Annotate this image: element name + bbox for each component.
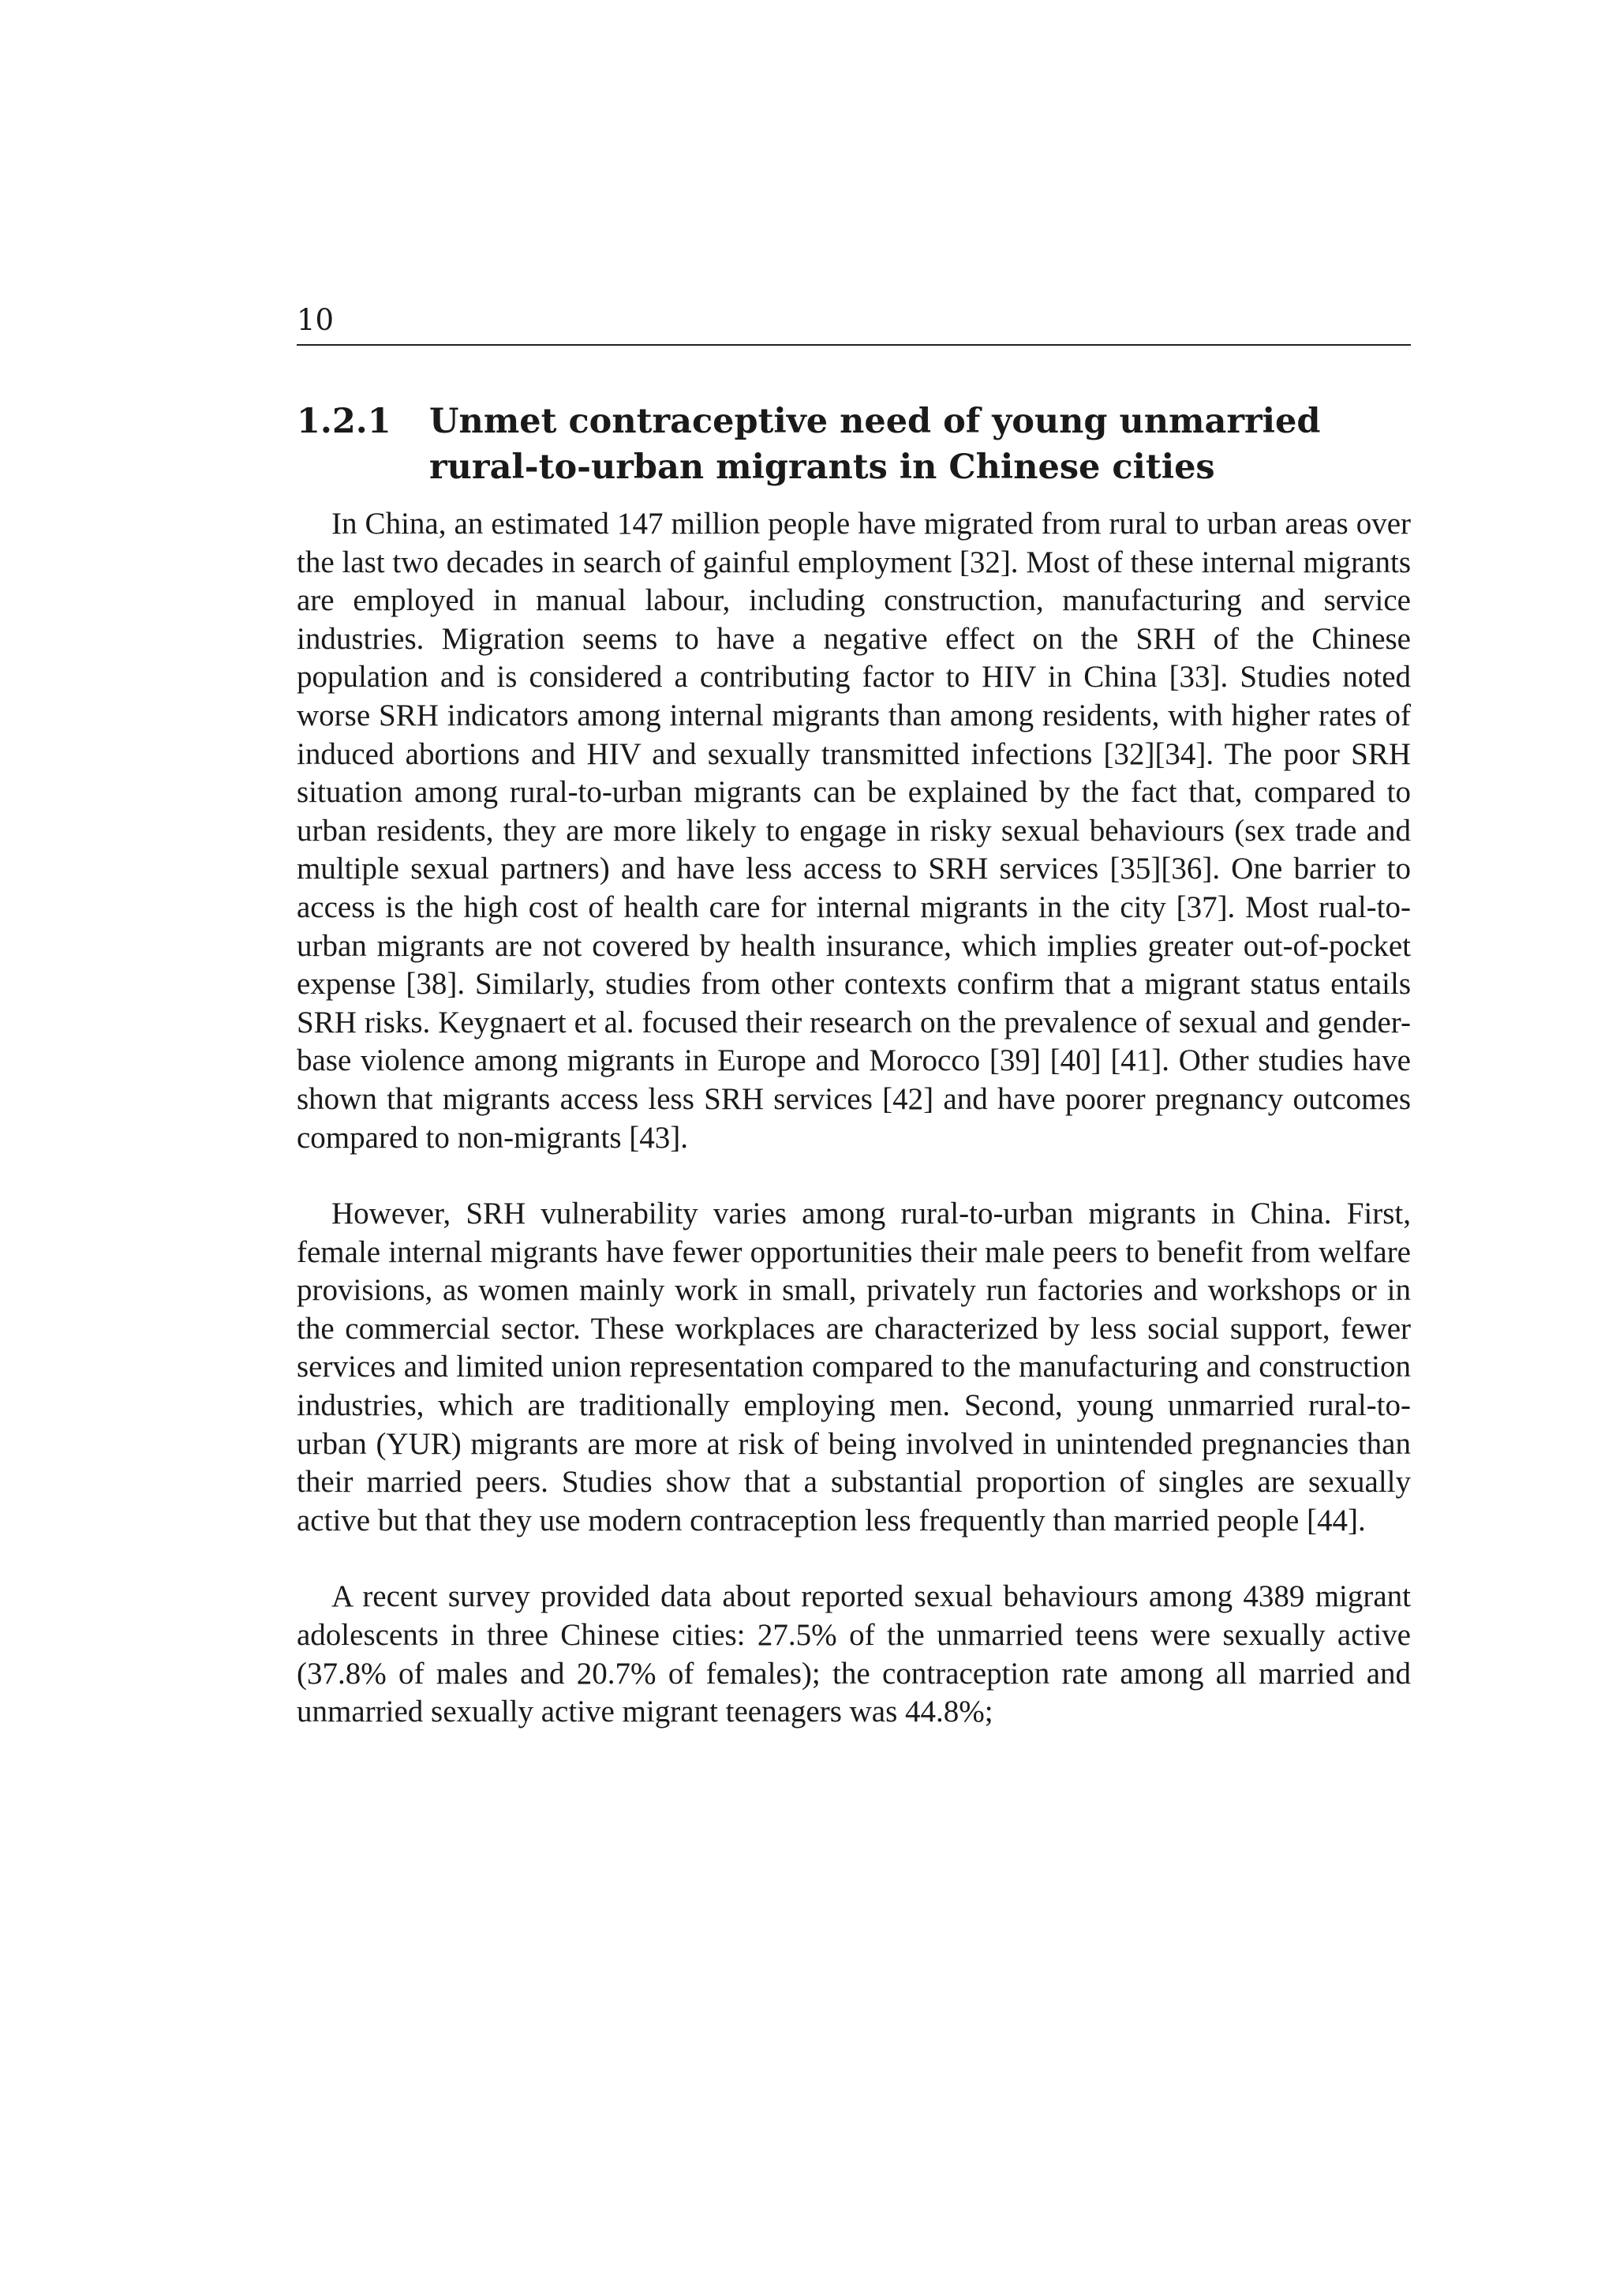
section-number: 1.2.1 [297, 402, 391, 441]
section-heading [297, 399, 1411, 490]
paragraph-2: However, SRH vulnerability varies among rural-to-urban migrants in China. First, female internal migrants have fewer opportunities their male peers to benefit from welfare provisions, as women mainly work in small, privately run factories and workshops or in the commercial sector. These workplaces are characterized by less social support, fewer services and limited union representation compared to the manufacturing and construction industries, which are traditionally employing men. Second, young unmarried rural-to-urban (YUR) migrants are more at risk of being involved in unintended pregnancies than their married peers. Studies show that a substantial proportion of singles are sexually active but that they use modern contraception less frequently than married people [44]. [297, 1197, 1411, 1538]
body-text [297, 505, 1411, 1770]
page-number: 10 [297, 303, 335, 337]
header-rule [297, 344, 1411, 346]
paragraph-3: A recent survey provided data about reported sexual behaviours among 4389 migrant adolescents in three Chinese cities: 27.5% of the unmarried teens were sexually active (37.8% of males and 20.7% of females); the contraception rate among all married and unmarried sexually active migrant teenagers was 44.8%; [297, 1579, 1411, 1729]
section-title: Unmet contraceptive need of young unmarried rural-to-urban migrants in Chinese cities [429, 402, 1321, 487]
paragraph-1: In China, an estimated 147 million people have migrated from rural to urban areas over the last two decades in search of gainful employment [32]. Most of these internal migrants are employed in manual labour, including construction, manufacturing and service industries. Migration seems to have a negative effect on the SRH of the Chinese population and is considered a contributing factor to HIV in China [33]. Studies noted worse SRH indicators among internal migrants than among residents, with higher rates of induced abortions and HIV and sexually transmitted infections [32][34]. The poor SRH situation among rural-to-urban migrants can be explained by the fact that, compared to urban residents, they are more likely to engage in risky sexual behaviours (sex trade and multiple sexual partners) and have less access to SRH services [35][36]. One barrier to access is the high cost of health care for internal migrants in the city [37]. Most rual-to-urban migrants are not covered by health insurance, which implies greater out-of-pocket expense [38]. Similarly, studies from other contexts confirm that a migrant status entails SRH risks. Keygnaert et al. focused their research on the prevalence of sexual and gender-base violence among migrants in Europe and Morocco [39] [40] [41]. Other studies have shown that migrants access less SRH services [42] and have poorer pregnancy outcomes compared to non-migrants [43]. [297, 507, 1411, 1155]
